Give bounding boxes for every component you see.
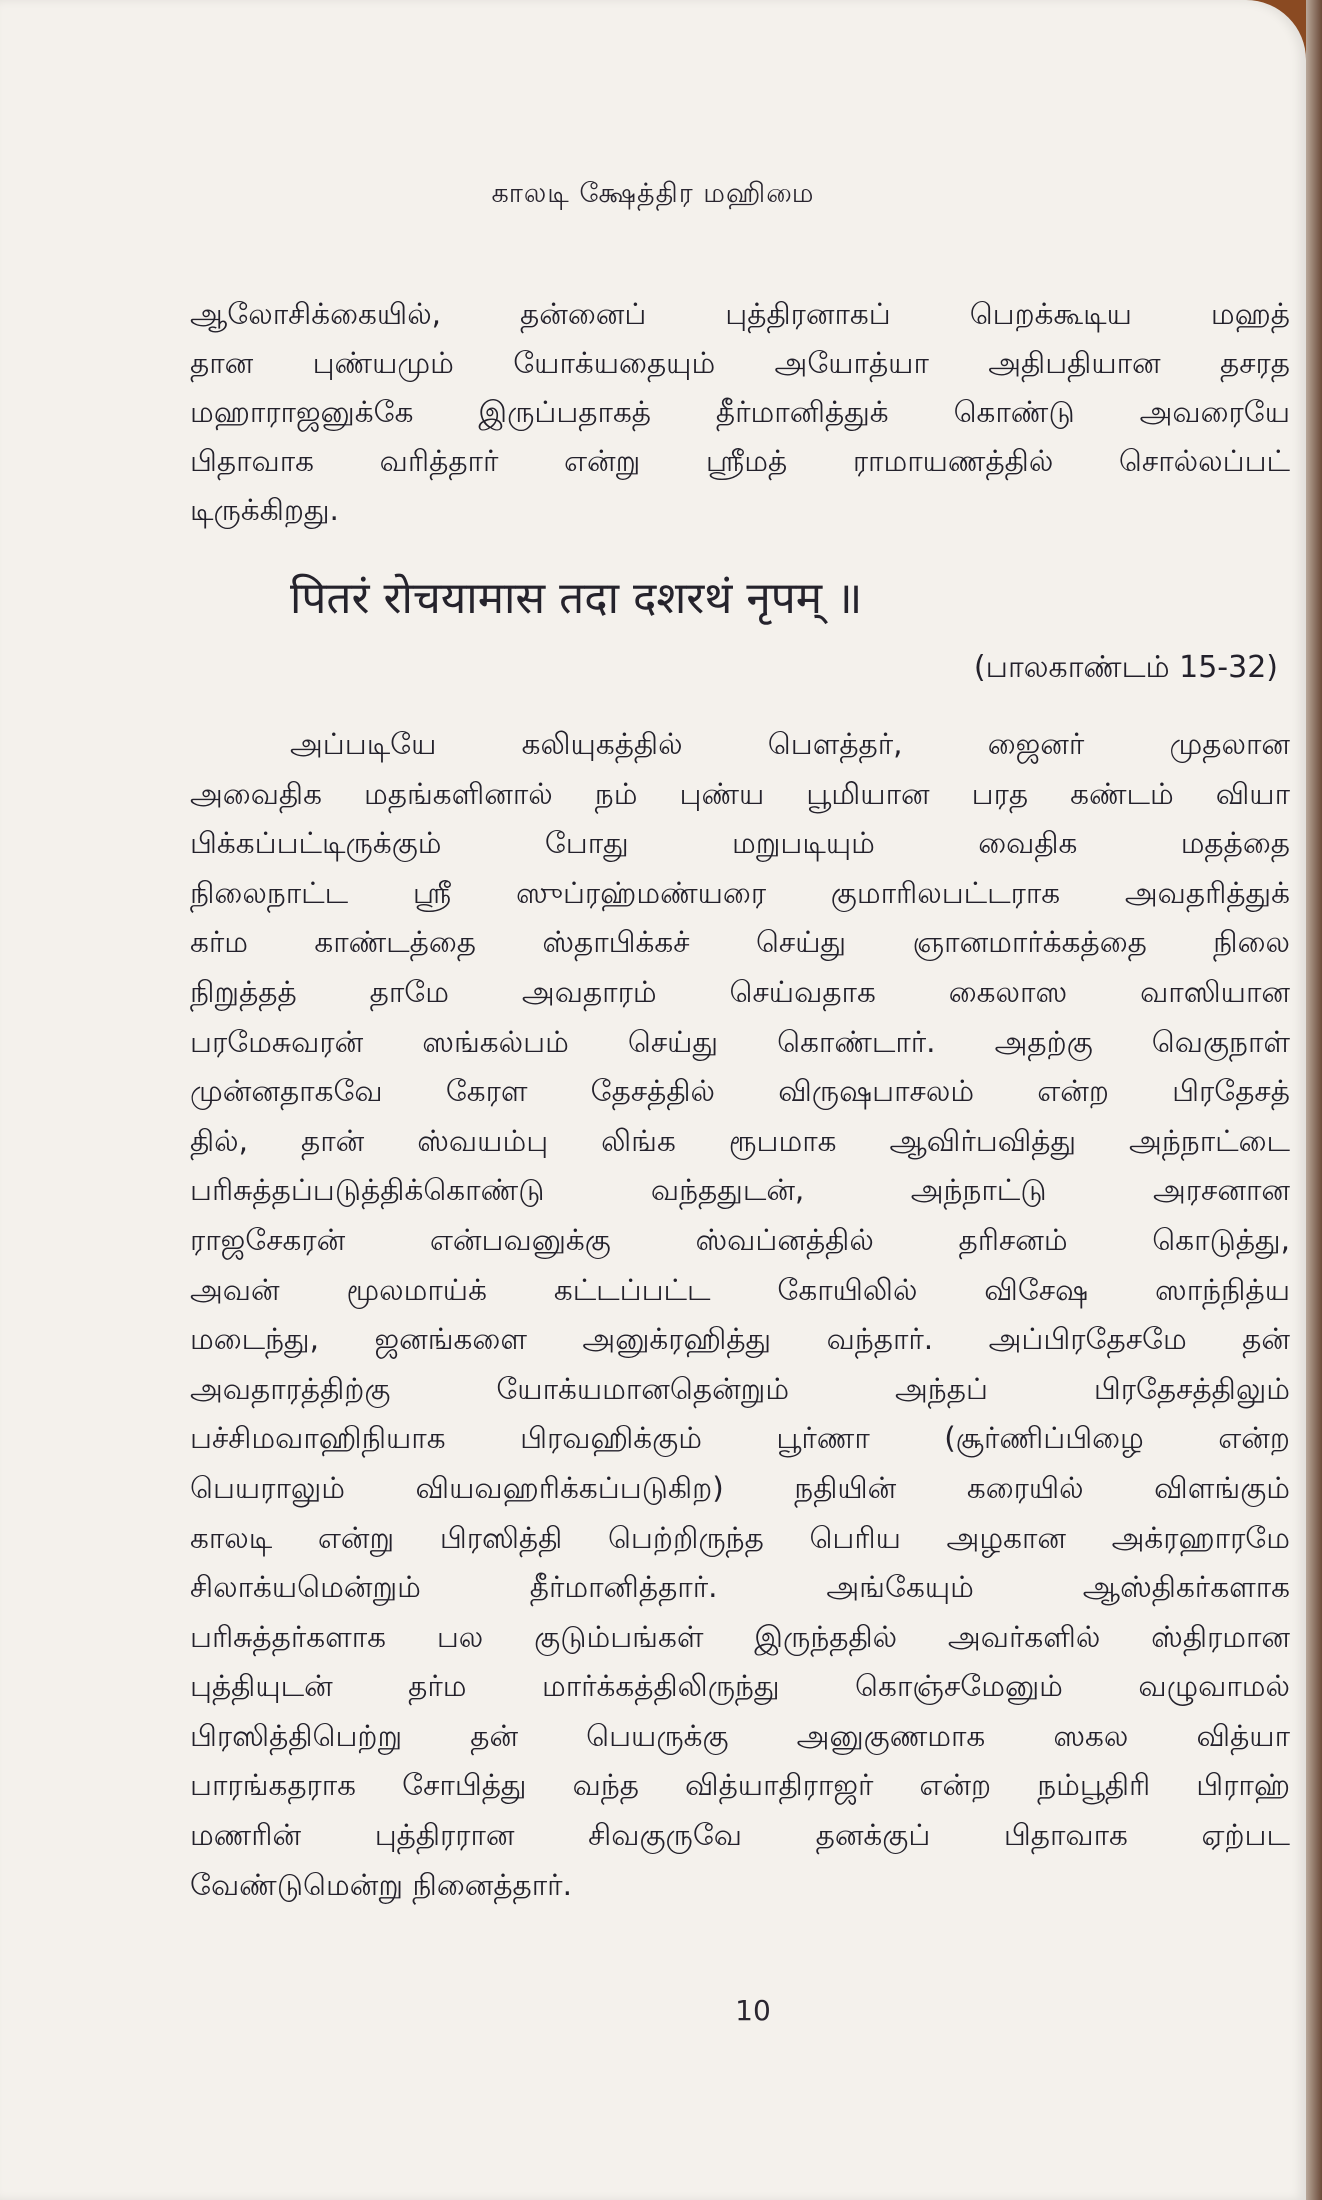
paragraph-1 <box>190 290 1290 535</box>
text-line: புத்தியுடன் தர்ம மார்க்கத்திலிருந்து கொஞ்சமேனும் வழுவாமல் <box>190 1669 1290 1704</box>
text-line: நிலைநாட்ட ஸ்ரீ ஸுப்ரஹ்மண்யரை குமாரிலபட்டராக அவதரித்துக் <box>190 875 1290 910</box>
text-line: பரிசுத்தர்களாக பல குடும்பங்கள் இருந்ததில் அவர்களில் ஸ்திரமான <box>190 1619 1290 1654</box>
text-line: ஆலோசிக்கையில், தன்னைப் புத்திரனாகப் பெறக்கூடிய மஹத் <box>190 297 1290 331</box>
text-line: பச்சிமவாஹிநியாக பிரவஹிக்கும் பூர்ணா (சூர்ணிப்பிழை என்ற <box>190 1421 1290 1456</box>
text-line: பிரஸித்திபெற்று தன் பெயருக்கு அனுகுணமாக ஸகல வித்யா <box>190 1718 1290 1753</box>
text-line: தான புண்யமும் யோக்யதையும் அயோத்யா அதிபதியான தசரத <box>190 346 1290 380</box>
text-line: அவன் மூலமாய்க் கட்டப்பட்ட கோயிலில் விசேஷ ஸாந்நித்ய <box>190 1272 1290 1307</box>
text-line: ராஜசேகரன் என்பவனுக்கு ஸ்வப்னத்தில் தரிசனம் கொடுத்து, <box>190 1222 1290 1257</box>
text-line: அவைதிக மதங்களினால் நம் புண்ய பூமியான பரத கண்டம் வியா <box>190 776 1290 811</box>
book-edge <box>1306 0 1322 2200</box>
text-line: மணரின் புத்திரரான சிவகுருவே தனக்குப் பிதாவாக ஏற்பட <box>190 1818 1290 1853</box>
text-line: அவதாரத்திற்கு யோக்யமானதென்றும் அந்தப் பிரதேசத்திலும் <box>190 1371 1290 1406</box>
text-line: அப்படியே கலியுகத்தில் பௌத்தர், ஜைனர் முதலான <box>290 727 1290 761</box>
text-line: பரிசுத்தப்படுத்திக்கொண்டு வந்ததுடன், அந்நாட்டு அரசனான <box>190 1173 1290 1208</box>
text-line: பாரங்கதராக சோபித்து வந்த வித்யாதிராஜர் என்ற நம்பூதிரி பிராஹ் <box>190 1768 1290 1803</box>
running-head: காலடி க்ஷேத்திர மஹிமை <box>491 178 815 209</box>
text-line: பிதாவாக வரித்தார் என்று ஸ்ரீமத் ராமாயணத்தில் சொல்லப்பட் <box>190 444 1290 478</box>
paragraph-2 <box>190 720 1290 1910</box>
text-line: முன்னதாகவே கேரள தேசத்தில் விருஷபாசலம் என்ற பிரதேசத் <box>190 1074 1290 1109</box>
text-line: பிக்கப்பட்டிருக்கும் போது மறுபடியும் வைதிக மதத்தை <box>190 826 1290 861</box>
text-line: தில், தான் ஸ்வயம்பு லிங்க ரூபமாக ஆவிர்பவித்து அந்நாட்டை <box>190 1123 1290 1158</box>
text-line: காலடி என்று பிரஸித்தி பெற்றிருந்த பெரிய அழகான அக்ரஹாரமே <box>190 1520 1290 1555</box>
verse-citation: (பாலகாண்டம் 15-32) <box>973 650 1278 685</box>
text-line: வேண்டுமென்று நினைத்தார். <box>190 1867 572 1902</box>
text-line: பரமேசுவரன் ஸங்கல்பம் செய்து கொண்டார். அதற்கு வெகுநாள் <box>190 1024 1290 1059</box>
text-line: சிலாக்யமென்றும் தீர்மானித்தார். அங்கேயும் ஆஸ்திகர்களாக <box>190 1570 1290 1605</box>
text-line: கர்ம காண்டத்தை ஸ்தாபிக்கச் செய்து ஞானமார்க்கத்தை நிலை <box>190 925 1290 960</box>
text-line: மடைந்து, ஜனங்களை அனுக்ரஹித்து வந்தார். அப்பிரதேசமே தன் <box>190 1322 1290 1357</box>
sanskrit-verse: पितरं रोचयामास तदा दशरथं नृपम् ॥ <box>290 573 863 624</box>
text-line: பெயராலும் வியவஹரிக்கப்படுகிற) நதியின் கரையில் விளங்கும் <box>190 1470 1290 1505</box>
text-line: நிறுத்தத் தாமே அவதாரம் செய்வதாக கைலாஸ வாஸியான <box>190 974 1290 1009</box>
text-line: டிருக்கிறது. <box>190 493 339 527</box>
page-number: 10 <box>735 1994 771 2027</box>
text-line: மஹாராஜனுக்கே இருப்பதாகத் தீர்மானித்துக் கொண்டு அவரையே <box>190 395 1290 429</box>
